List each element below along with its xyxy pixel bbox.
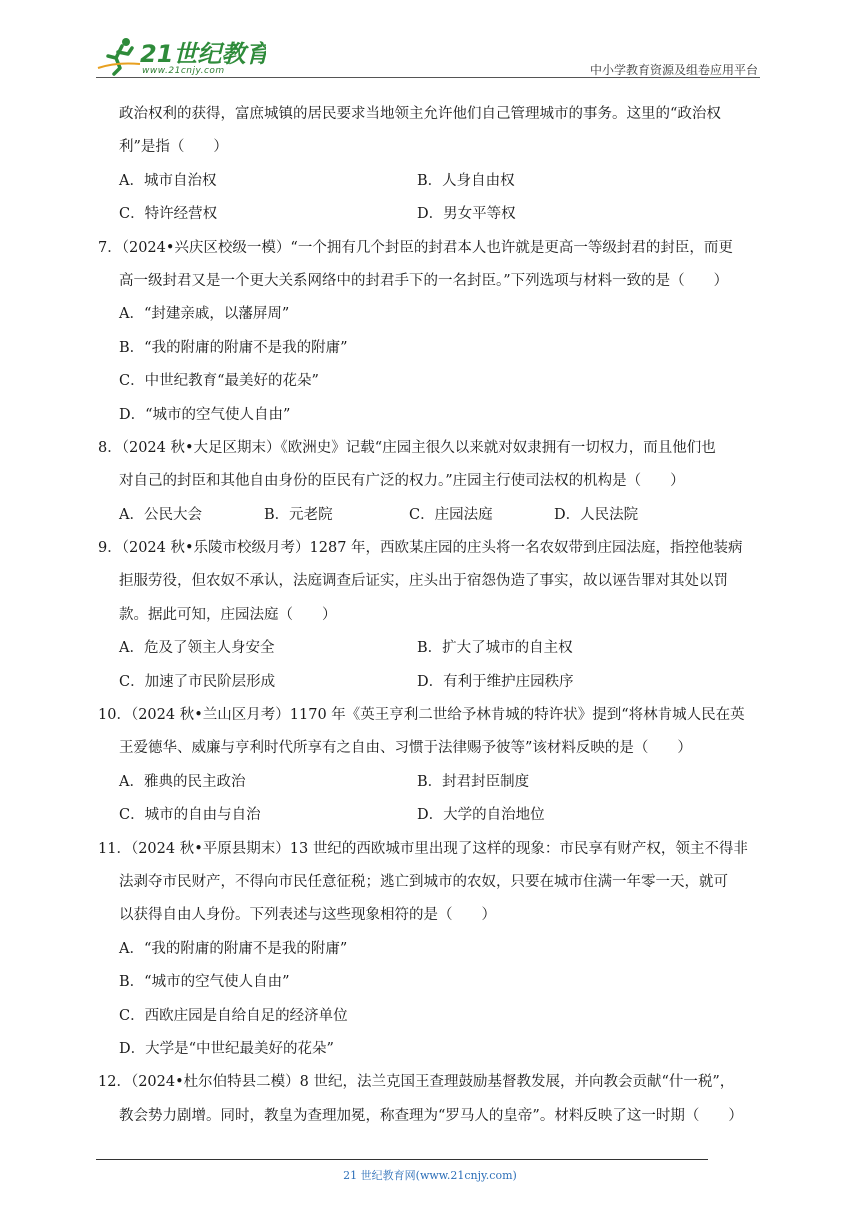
- footer-divider: [96, 1159, 708, 1160]
- answer-option: D．男女平等权: [417, 206, 516, 223]
- answer-option: B．“我的附庸的附庸不是我的附庸”: [119, 339, 348, 356]
- option-row: [96, 499, 760, 532]
- question-text-line: 以获得自由人身份。下列表述与这些现象相符的是（ ）: [119, 907, 496, 924]
- answer-option: C．中世纪教育“最美好的花朵”: [119, 373, 319, 390]
- answer-option: C．城市的自由与自治: [119, 807, 261, 824]
- footer-text: 21 世纪教育网(www.21cnjy.com): [343, 1169, 517, 1182]
- option-row: [96, 666, 760, 699]
- header-platform-title: 中小学教育资源及组卷应用平台: [589, 63, 758, 77]
- question-text-line: 款。据此可知，庄园法庭（ ）: [119, 606, 337, 623]
- answer-option: D．有利于维护庄园秩序: [417, 673, 574, 690]
- answer-option: C．特许经营权: [119, 206, 218, 223]
- answer-option: A．危及了领主人身安全: [119, 640, 275, 657]
- answer-option: C．加速了市民阶层形成: [119, 673, 276, 690]
- logo-url: www.21cnjy.com: [142, 66, 225, 76]
- answer-option: D．人民法院: [554, 506, 639, 523]
- question-stem: 11．（2024 秋•平原县期末）13 世纪的西欧城市里出现了这样的现象：市民享有财产权，领主不得非: [98, 840, 748, 857]
- question-text-line: 王爱德华、威廉与亨利时代所享有之自由、习惯于法律赐予彼等”该材料反映的是（ ）: [119, 740, 692, 757]
- option-row: [96, 198, 760, 231]
- answer-option: B．元老院: [264, 506, 333, 523]
- answer-option: B．“城市的空气使人自由”: [119, 974, 290, 991]
- question-stem: 7．（2024•兴庆区校级一模）“一个拥有几个封臣的封君本人也许就是更高一等级封君的封臣，而更: [98, 239, 733, 256]
- question-text-line: 拒服劳役，但农奴不承认，法庭调查后证实，庄头出于宿怨伪造了事实，故以诬告罪对其处以罚: [119, 573, 728, 590]
- answer-option: A．城市自治权: [119, 172, 217, 189]
- question-stem: 9．（2024 秋•乐陵市校级月考）1287 年，西欧某庄园的庄头将一名农奴带到庄园法庭，指控他装病: [98, 540, 743, 557]
- question-text-line: 法剥夺市民财产，不得向市民任意征税；逃亡到城市的农奴，只要在城市住满一年零一天，就可: [119, 873, 728, 890]
- answer-option: B．封君封臣制度: [417, 773, 530, 790]
- question-stem: 12．（2024•杜尔伯特县二模）8 世纪，法兰克国王查理鼓励基督教发展，并向教会贡献“什一税”，: [98, 1074, 735, 1091]
- option-row: [96, 799, 760, 832]
- answer-option: D．“城市的空气使人自由”: [119, 406, 291, 423]
- answer-option: C．西欧庄园是自给自足的经济单位: [119, 1007, 348, 1024]
- option-row: [96, 766, 760, 799]
- answer-option: A．雅典的民主政治: [119, 773, 246, 790]
- question-text-line: 教会势力剧增。同时，教皇为查理加冕，称查理为“罗马人的皇帝”。材料反映了这一时期（ ）: [119, 1107, 743, 1124]
- question-content: [96, 98, 760, 1133]
- answer-option: A．公民大会: [119, 506, 202, 523]
- answer-option: A．“我的附庸的附庸不是我的附庸”: [119, 940, 348, 957]
- answer-option: B．人身自由权: [417, 172, 515, 189]
- answer-option: A．“封建亲戚，以藩屏周”: [119, 306, 290, 323]
- question-text-line: 对自己的封臣和其他自由身份的臣民有广泛的权力。”庄园主行使司法权的机构是（ ）: [119, 473, 685, 490]
- page-header: [96, 34, 760, 78]
- answer-option: B．扩大了城市的自主权: [417, 640, 573, 657]
- question-text-line: 政治权利的获得，富庶城镇的居民要求当地领主允许他们自己管理城市的事务。这里的“政治权: [119, 106, 721, 122]
- answer-option: D．大学的自治地位: [417, 807, 545, 824]
- svg-text:21世纪教育: 21世纪教育: [140, 40, 266, 68]
- option-row: [96, 165, 760, 198]
- header-divider: [96, 77, 760, 78]
- answer-option: C．庄园法庭: [409, 506, 493, 523]
- answer-option: D．大学是“中世纪最美好的花朵”: [119, 1040, 334, 1057]
- question-stem: 10．（2024 秋•兰山区月考）1170 年《英王亨利二世给予林肯城的特许状》提到“将林肯城人民在英: [98, 707, 745, 724]
- question-stem: 8．（2024 秋•大足区期末）《欧洲史》记载“庄园主很久以来就对奴隶拥有一切权力，而且他们也: [98, 439, 716, 456]
- question-text-line: 利”是指（ ）: [119, 139, 228, 156]
- question-text-line: 高一级封君又是一个更大关系网络中的封君手下的一名封臣。”下列选项与材料一致的是（ ）: [119, 272, 729, 289]
- option-row: [96, 632, 760, 665]
